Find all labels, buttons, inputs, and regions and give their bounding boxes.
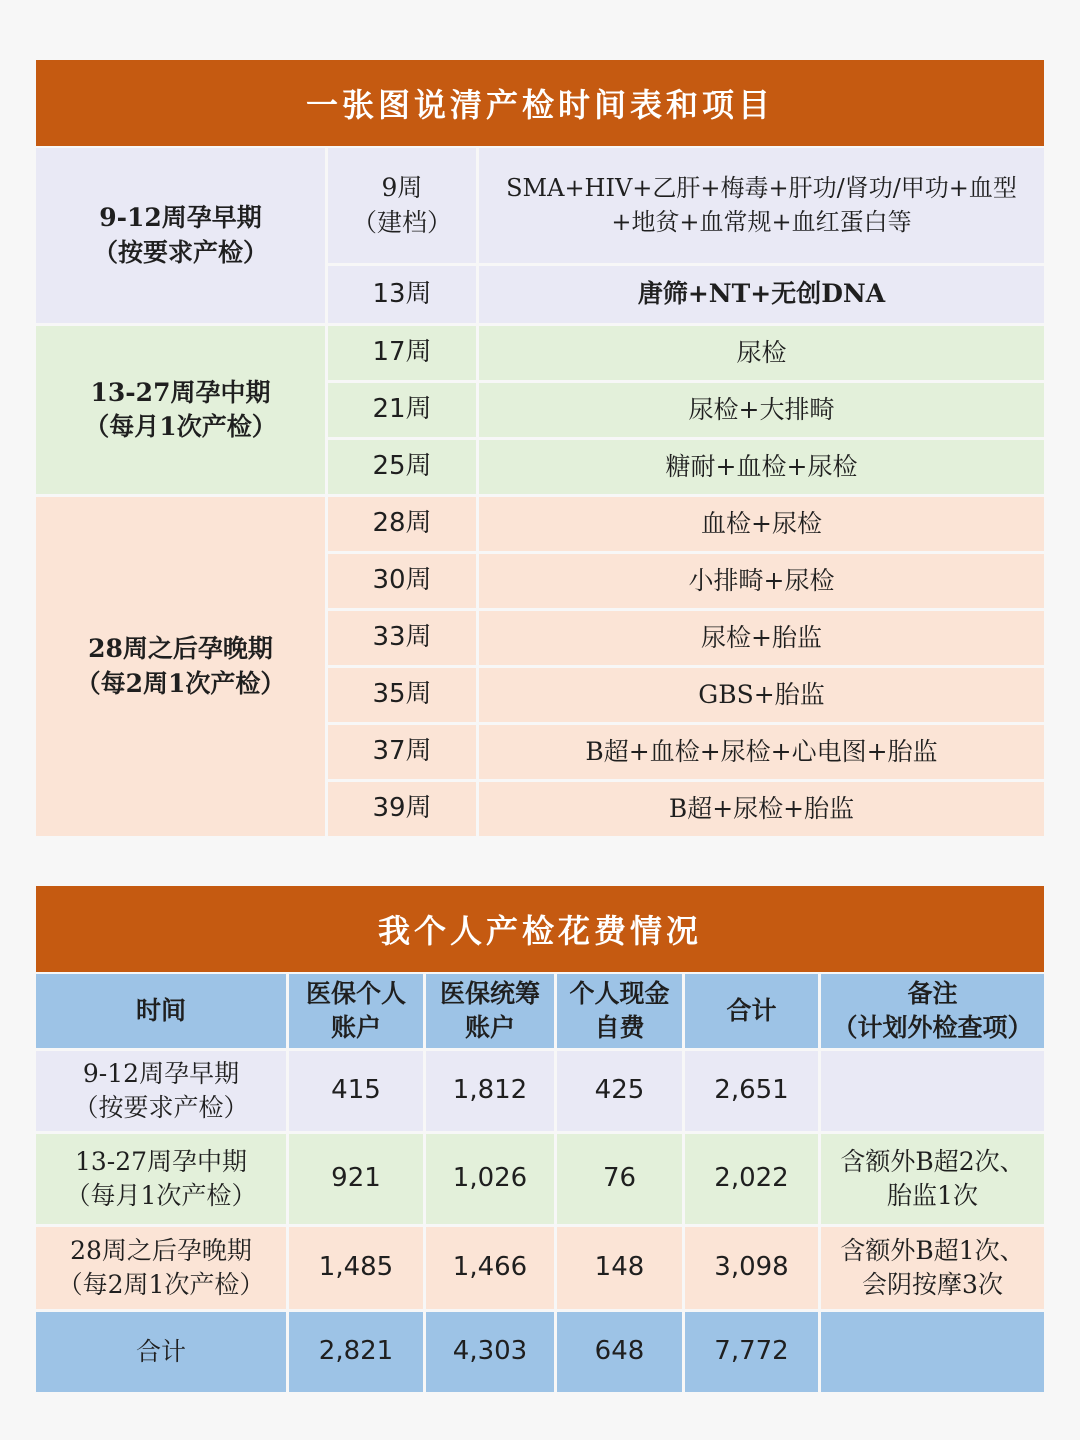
cost-table <box>36 886 1044 1392</box>
items-cell: 糖耐+血检+尿检 <box>479 440 1044 494</box>
week-cell: 25周 <box>328 440 476 494</box>
week-cell: 33周 <box>328 611 476 665</box>
total-value: 648 <box>557 1312 682 1392</box>
header-cash: 个人现金 自费 <box>557 974 682 1048</box>
week-cell: 28周 <box>328 497 476 551</box>
total-label: 合计 <box>36 1312 286 1392</box>
row-value: 1,812 <box>426 1051 554 1131</box>
items-cell: 血检+尿检 <box>479 497 1044 551</box>
items-cell: 尿检+胎监 <box>479 611 1044 665</box>
total-value: 4,303 <box>426 1312 554 1392</box>
row-note <box>821 1051 1044 1131</box>
header-notes: 备注 （计划外检查项） <box>821 974 1044 1048</box>
items-cell: 尿检+大排畸 <box>479 383 1044 437</box>
total-value: 2,821 <box>289 1312 423 1392</box>
header-personal-account: 医保个人 账户 <box>289 974 423 1048</box>
row-note: 含额外B超1次、 会阴按摩3次 <box>821 1227 1044 1309</box>
items-cell: B超+血检+尿检+心电图+胎监 <box>479 725 1044 779</box>
items-cell: 唐筛+NT+无创DNA <box>479 266 1044 323</box>
row-value: 415 <box>289 1051 423 1131</box>
header-pooled-account: 医保统筹 账户 <box>426 974 554 1048</box>
schedule-title: 一张图说清产检时间表和项目 <box>36 60 1044 146</box>
header-total: 合计 <box>685 974 818 1048</box>
total-note <box>821 1312 1044 1392</box>
header-time: 时间 <box>36 974 286 1048</box>
row-value: 425 <box>557 1051 682 1131</box>
period-early: 9-12周孕早期 （按要求产检） <box>36 148 325 323</box>
row-value: 1,466 <box>426 1227 554 1309</box>
row-value: 3,098 <box>685 1227 818 1309</box>
items-cell: GBS+胎监 <box>479 668 1044 722</box>
total-value: 7,772 <box>685 1312 818 1392</box>
items-cell: SMA+HIV+乙肝+梅毒+肝功/肾功/甲功+血型 +地贫+血常规+血红蛋白等 <box>479 148 1044 263</box>
week-cell: 35周 <box>328 668 476 722</box>
row-value: 2,651 <box>685 1051 818 1131</box>
row-value: 1,485 <box>289 1227 423 1309</box>
cost-title: 我个人产检花费情况 <box>36 886 1044 972</box>
row-value: 76 <box>557 1134 682 1224</box>
row-period: 9-12周孕早期 （按要求产检） <box>36 1051 286 1131</box>
week-cell: 37周 <box>328 725 476 779</box>
items-cell: B超+尿检+胎监 <box>479 782 1044 836</box>
week-cell: 21周 <box>328 383 476 437</box>
week-cell: 17周 <box>328 326 476 380</box>
row-value: 148 <box>557 1227 682 1309</box>
row-period: 13-27周孕中期 （每月1次产检） <box>36 1134 286 1224</box>
week-cell: 9周 （建档） <box>328 148 476 263</box>
row-value: 1,026 <box>426 1134 554 1224</box>
period-mid: 13-27周孕中期 （每月1次产检） <box>36 326 325 494</box>
week-cell: 13周 <box>328 266 476 323</box>
items-cell: 尿检 <box>479 326 1044 380</box>
row-period: 28周之后孕晚期 （每2周1次产检） <box>36 1227 286 1309</box>
row-value: 2,022 <box>685 1134 818 1224</box>
week-cell: 39周 <box>328 782 476 836</box>
schedule-table <box>36 60 1044 836</box>
row-note: 含额外B超2次、 胎监1次 <box>821 1134 1044 1224</box>
week-cell: 30周 <box>328 554 476 608</box>
row-value: 921 <box>289 1134 423 1224</box>
items-cell: 小排畸+尿检 <box>479 554 1044 608</box>
period-late: 28周之后孕晚期 （每2周1次产检） <box>36 497 325 836</box>
